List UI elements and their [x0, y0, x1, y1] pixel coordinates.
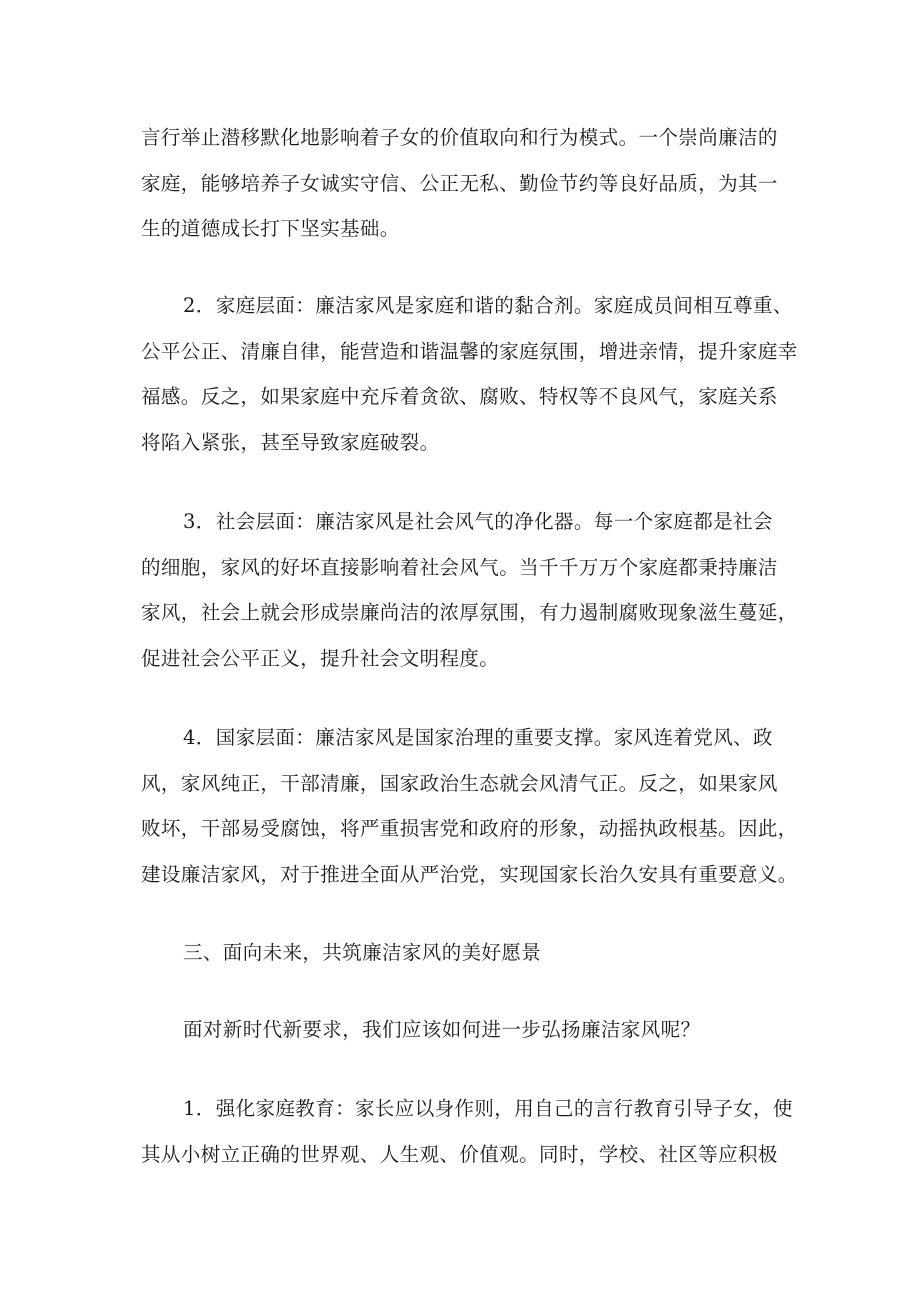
paragraph-line: 面对新时代新要求，我们应该如何进一步弘扬廉洁家风呢？ [183, 1018, 701, 1041]
paragraph-question [141, 1014, 801, 1045]
paragraph-line: 促进社会公平正义，提升社会文明程度。 [141, 646, 500, 670]
paragraph-line: 公平公正、清廉自律，能营造和谐温馨的家庭氛围，增进亲情，提升家庭幸 [141, 339, 798, 363]
paragraph-line: 4．国家层面：廉洁家风是国家治理的重要支撑。家风连着党风、政 [183, 726, 773, 749]
paragraph-line: 家庭，能够培养子女诚实守信、公正无私、勤俭节约等良好品质，为其一 [141, 171, 778, 195]
paragraph-continuation [141, 122, 801, 244]
paragraph-line: 1．强化家庭教育：家长应以身作则，用自己的言行教育引导子女，使 [183, 1097, 793, 1120]
paragraph-line: 建设廉洁家风，对于推进全面从严治党，实现国家长治久安具有重要意义。 [141, 862, 798, 886]
paragraph-society-level [141, 506, 801, 674]
paragraph-nation-level [141, 722, 801, 890]
paragraph-line: 将陷入紧张，甚至导致家庭破裂。 [141, 430, 440, 454]
section-heading-text: 三、面向未来，共筑廉洁家风的美好愿景 [183, 941, 542, 964]
paragraph-line: 2．家庭层面：廉洁家风是家庭和谐的黏合剂。家庭成员间相互尊重、 [183, 294, 793, 317]
paragraph-family-level [141, 290, 801, 458]
paragraph-line: 家风，社会上就会形成崇廉尚洁的浓厚氛围，有力遏制腐败现象滋生蔓延， [141, 601, 798, 624]
paragraph-line: 其从小树立正确的世界观、人生观、价值观。同时，学校、社区等应积极 [141, 1142, 778, 1166]
paragraph-family-education [141, 1093, 801, 1170]
paragraph-line: 风，家风纯正，干部清廉，国家政治生态就会风清气正。反之，如果家风 [141, 771, 778, 795]
paragraph-line: 言行举止潜移默化地影响着子女的价值取向和行为模式。一个崇尚廉洁的 [141, 126, 778, 149]
paragraph-line: 生的道德成长打下坚实基础。 [141, 217, 400, 240]
section-heading [141, 937, 801, 968]
paragraph-line: 3．社会层面：廉洁家风是社会风气的净化器。每一个家庭都是社会 [183, 510, 773, 533]
paragraph-line: 福感。反之，如果家庭中充斥着贪欲、腐败、特权等不良风气，家庭关系 [141, 385, 778, 408]
paragraph-line: 败坏，干部易受腐蚀，将严重损害党和政府的形象，动摇执政根基。因此， [141, 817, 798, 840]
paragraph-line: 的细胞，家风的好坏直接影响着社会风气。当千千万万个家庭都秉持廉洁 [141, 555, 778, 579]
